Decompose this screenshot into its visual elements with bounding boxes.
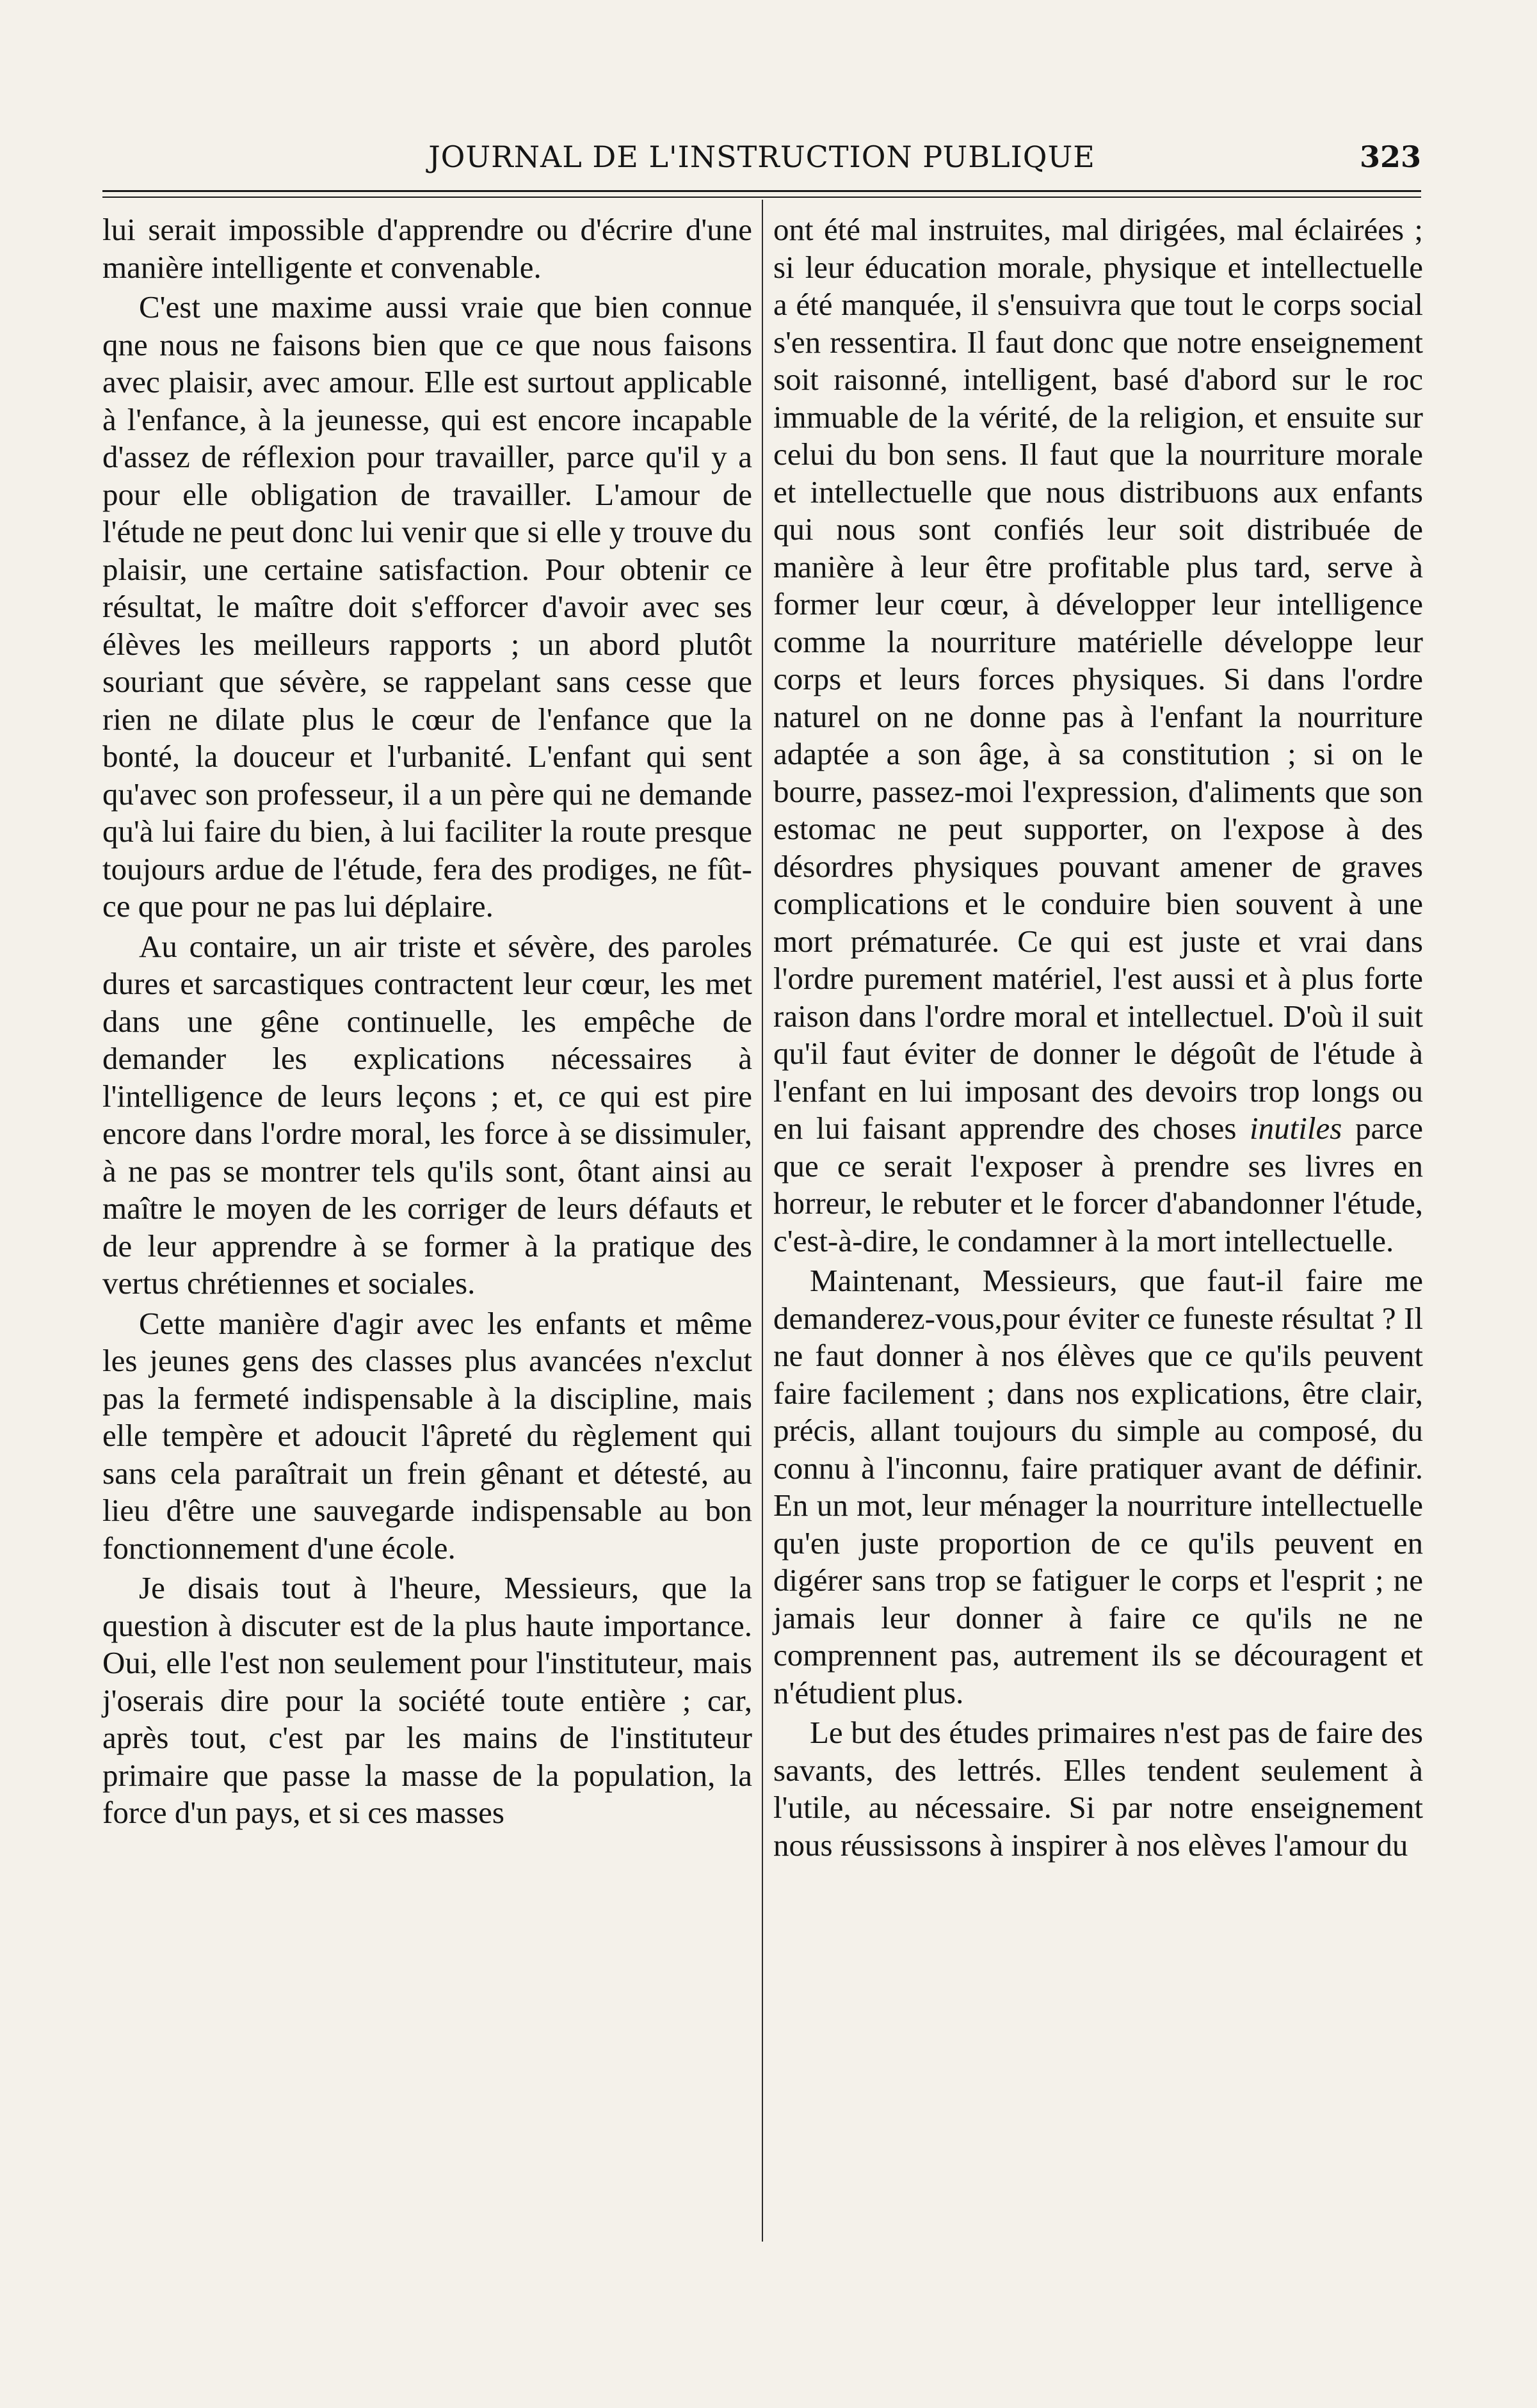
paragraph: Maintenant, Messieurs, que faut-il faire me demanderez-vous,pour éviter ce funeste résultat ? Il ne faut donner à nos élèves que ce qu'ils peuvent faire facilement ; dans nos explications, être clair, précis, allant toujours du simple au composé, du connu à l'inconnu, faire pratiquer avant de définir. En un mot, leur ménager la nourriture intellectuelle qu'en juste proportion de ce qu'ils peuvent en digérer sans trop se fatiguer le corps et l'esprit ; ne jamais leur donner à faire ce qu'ils ne ne comprennent pas, autrement ils se découragent et n'étudient plus.	[773, 1263, 1423, 1710]
paragraph: lui serait impossible d'apprendre ou d'écrire d'une manière intelligente et convenable.	[102, 212, 752, 285]
header-rule	[102, 190, 1421, 192]
paragraph-text: parce que ce serait l'exposer à prendre ses livres en horreur, le rebuter et le forcer d'abandonner l'étude, c'est-à-dire, le condamner à la mort intellectuelle.	[773, 1111, 1424, 1258]
paragraph: C'est une maxime aussi vraie que bien connue qne nous ne faisons bien que ce que nous faisons avec plaisir, avec amour. Elle est surtout applicable à l'enfance, à la jeunesse, qui est encore incapable d'assez de réflexion pour travailler, parce qu'il y a pour elle obligation de travailler. L'amour de l'étude ne peut donc lui venir que si elle y trouve du plaisir, une certaine satisfaction. Pour obtenir ce résultat, le maître doit s'efforcer d'avoir avec ses élèves les meilleurs rapports ; un abord plutôt souriant que sévère, se rappelant sans cesse que rien ne dilate plus le cœur de l'enfance que la bonté, la douceur et l'urbanité. L'enfant qui sent qu'avec son professeur, il a un père qui ne demande qu'à lui faire du bien, à lui faciliter la route presque toujours ardue de l'étude, fera des prodiges, ne fût-ce que pour ne pas lui déplaire.	[102, 289, 752, 924]
paragraph-text: ont été mal instruites, mal dirigées, mal éclairées ; si leur éducation morale, physique et intellectuelle a été manquée, il s'ensuivra que tout le corps social s'en ressentira. Il faut donc que notre enseignement soit raisonné, intelligent, basé d'abord sur le roc immuable de la vérité, de la religion, et ensuite sur celui du bon sens. Il faut que la nourriture morale et intellectuelle que nous distribuons aux enfants qui nous sont confiés leur soit distribuée de manière à leur être profitable plus tard, serve à former leur cœur, à développer leur intelligence comme la nourriture matérielle développe leur corps et leurs forces physiques. Si dans l'ordre naturel on ne donne pas à l'enfant la nourriture adaptée a son âge, à sa constitution ; si on le bourre, passez-moi l'expression, d'aliments que son estomac ne peut supporter, on l'expose à des désordres physiques pouvant amener de graves complications et le conduire bien souvent à une mort prématurée. Ce qui est juste et vrai dans l'ordre purement matériel, l'est aussi et à plus forte raison dans l'ordre moral et intellectuel. D'où il suit qu'il faut éviter de donner le dégoût de l'étude à l'enfant en lui imposant des devoirs trop longs ou en lui faisant apprendre des choses	[773, 212, 1423, 1146]
page-number: 323	[1359, 140, 1421, 174]
paragraph: Cette manière d'agir avec les enfants et même les jeunes gens des classes plus avancées n'exclut pas la fermeté indispensable à la discipline, mais elle tempère et adoucit l'âpreté du règlement qui sans cela paraîtrait un frein gênant et détesté, au lieu d'être une sauvegarde indispensable au bon fonctionnement d'une école.	[102, 1305, 752, 1566]
column-divider	[762, 200, 763, 2242]
paragraph	[773, 211, 1423, 1260]
page-header	[102, 128, 1421, 186]
italic-word: inutiles	[1250, 1111, 1342, 1146]
paragraph: Je disais tout à l'heure, Messieurs, que la question à discuter est de la plus haute importance. Oui, elle l'est non seulement pour l'instituteur, mais j'oserais dire pour la société toute entière ; car, après tout, c'est par les mains de l'instituteur primaire que passe la masse de la population, la force d'un pays, et si ces masses	[102, 1570, 752, 1830]
header-rule-thin	[102, 197, 1421, 198]
running-title: JOURNAL DE L'INSTRUCTION PUBLIQUE	[428, 140, 1095, 174]
left-column	[102, 211, 752, 1834]
right-column	[773, 211, 1423, 1866]
paragraph: Au contaire, un air triste et sévère, des paroles dures et sarcastiques contractent leur cœur, les met dans une gêne continuelle, les empêche de demander les explications nécessaires à l'intelligence de leurs leçons ; et, ce qui est pire encore dans l'ordre moral, les force à se dissimuler, à ne pas se montrer tels qu'ils sont, ôtant ainsi au maître le moyen de les corriger de leurs défauts et de leur apprendre à se former à la pratique des vertus chrétiennes et sociales.	[102, 928, 752, 1301]
paragraph: Le but des études primaires n'est pas de faire des savants, des lettrés. Elles tendent seulement à l'utile, au nécessaire. Si par notre enseignement nous réussissons à inspirer à nos elèves l'amour du	[773, 1715, 1423, 1863]
